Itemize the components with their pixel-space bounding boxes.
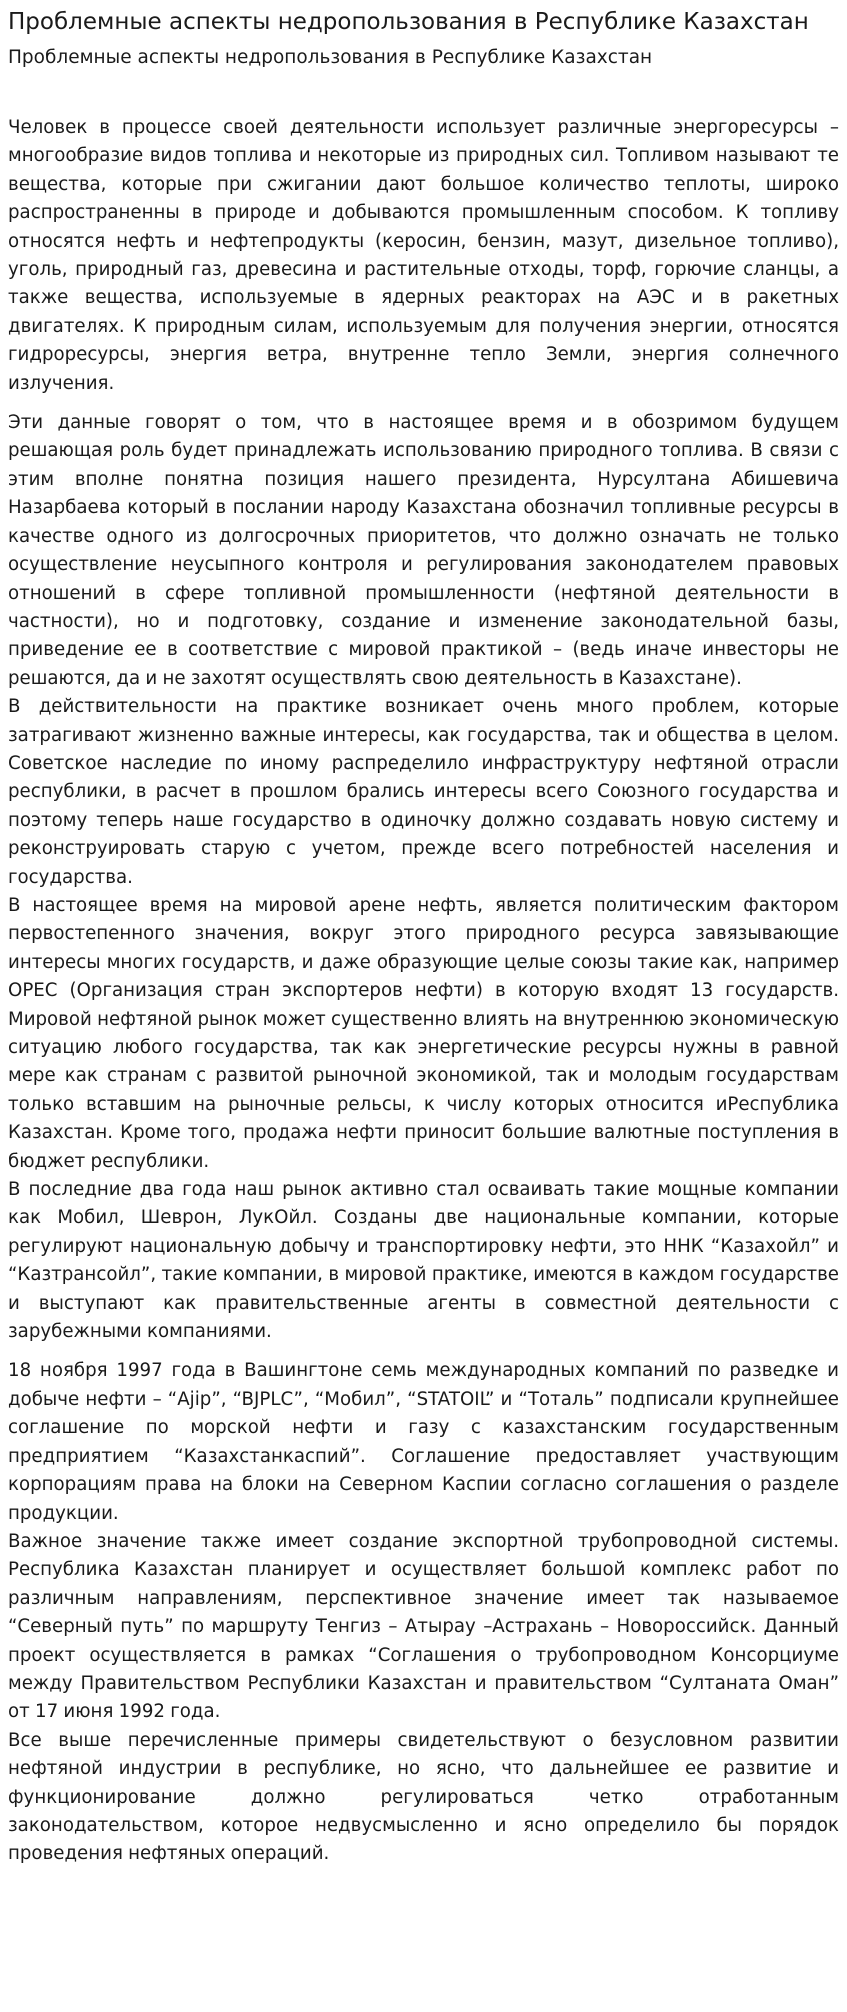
paragraph: 18 ноября 1997 года в Вашингтоне семь международных компаний по разведке и добыче нефти – “Ajip”, “BJPLC”, “Мобил”, “STATOIL” и “Тоталь” подписали крупнейшее соглашение по морской нефти и газу с казахстанским государственным предприятием “Казахстанкаспий”. Соглашение предоставляет участвующим корпорациям права на блоки на Северном Каспии согласно соглашения о разделе продукции.: [8, 1360, 839, 1524]
paragraph: Все выше перечисленные примеры свидетельствуют о безусловном развитии нефтяной индустрии в республике, но ясно, что дальнейшее ее развитие и функционирование должно регулироваться четко отработанным законодательством, которое недвусмысленно и ясно определило бы порядок проведения нефтяных операций.: [8, 1729, 839, 1865]
paragraph: Эти данные говорят о том, что в настоящее время и в обозримом будущем решающая роль будет принадлежать использованию природного топлива. В связи с этим вполне понятна позиция нашего президента, Нурсултана Абишевича Назарбаева который в послании народу Казахстана обозначил топливные ресурсы в качестве одного из долгосрочных приоритетов, что должно означать не только осуществление неусыпного контроля и регулирования законодателем правовых отношений в сфере топливной промышленности (нефтяной деятельности в частности), но и подготовку, создание и изменение законодательной базы, приведение ее в соответствие с мировой практикой – (ведь иначе инвесторы не решаются, да и не захотят осуществлять свою деятельность в Казахстане).: [8, 412, 839, 689]
paragraph: В действительности на практике возникает очень много проблем, которые затрагивают жизненно важные интересы, как государства, так и общества в целом. Советское наследие по иному распределило инфраструктуру нефтяной отрасли республики, в расчет в прошлом брались интересы всего Союзного государства и поэтому теперь наше государство в одиночку должно создавать новую систему и реконструировать старую с учетом, прежде всего потребностей населения и государства.: [8, 696, 839, 888]
page-subtitle: Проблемные аспекты недропользования в Республике Казахстан: [8, 47, 653, 68]
article-body: [8, 114, 839, 1869]
paragraph: Важное значение также имеет создание экспортной трубопроводной системы. Республика Казахстан планирует и осуществляет большой комплекс работ по различным направлениям, перспективное значение имеет так называемое “Северный путь” по маршруту Тенгиз – Атырау –Астрахань – Новороссийск. Данный проект осуществляется в рамках “Соглашения о трубопроводном Консорциуме между Правительством Республики Казахстан и правительством “Султаната Оман” от 17 июня 1992 года.: [8, 1530, 839, 1723]
page-title: Проблемные аспекты недропользования в Республике Казахстан: [8, 9, 809, 35]
paragraph: В настоящее время на мировой арене нефть, является политическим фактором первостепенного значения, вокруг этого природного ресурса завязывающие интересы многих государств, и даже образующие целые союзы такие как, например ОРЕС (Организация стран экспортеров нефти) в которую входят 13 государств. Мировой нефтяной рынок может существенно влиять на внутреннюю экономическую ситуацию любого государства, так как энергетические ресурсы нужны в равной мере как странам с развитой рыночной экономикой, так и молодым государствам только вставшим на рыночные рельсы, к числу которых относится иРеспублика Казахстан. Кроме того, продажа нефти приносит большие валютные поступления в бюджет республики.: [8, 894, 839, 1172]
paragraph: Человек в процессе своей деятельности использует различные энергоресурсы – многообразие видов топлива и некоторые из природных сил. Топливом называют те вещества, которые при сжигании дают большое количество теплоты, широко распространенны в природе и добываются промышленным способом. К топливу относятся нефть и нефтепродукты (керосин, бензин, мазут, дизельное топливо), уголь, природный газ, древесина и растительные отходы, торф, горючие сланцы, а также вещества, используемые в ядерных реакторах на АЭС и в ракетных двигателях. К природным силам, используемым для получения энергии, относятся гидроресурсы, энергия ветра, внутренне тепло Земли, энергия солнечного излучения.: [8, 117, 839, 394]
paragraph: В последние два года наш рынок активно стал осваивать такие мощные компании как Мобил, Шеврон, ЛукОйл. Созданы две национальные компании, которые регулируют национальную добычу и транспортировку нефти, это ННК “Казахойл” и “Казтрансойл”, такие компании, в мировой практике, имеются в каждом государстве и выступают как правительственные агенты в совместной деятельности с зарубежными компаниями.: [8, 1179, 839, 1343]
